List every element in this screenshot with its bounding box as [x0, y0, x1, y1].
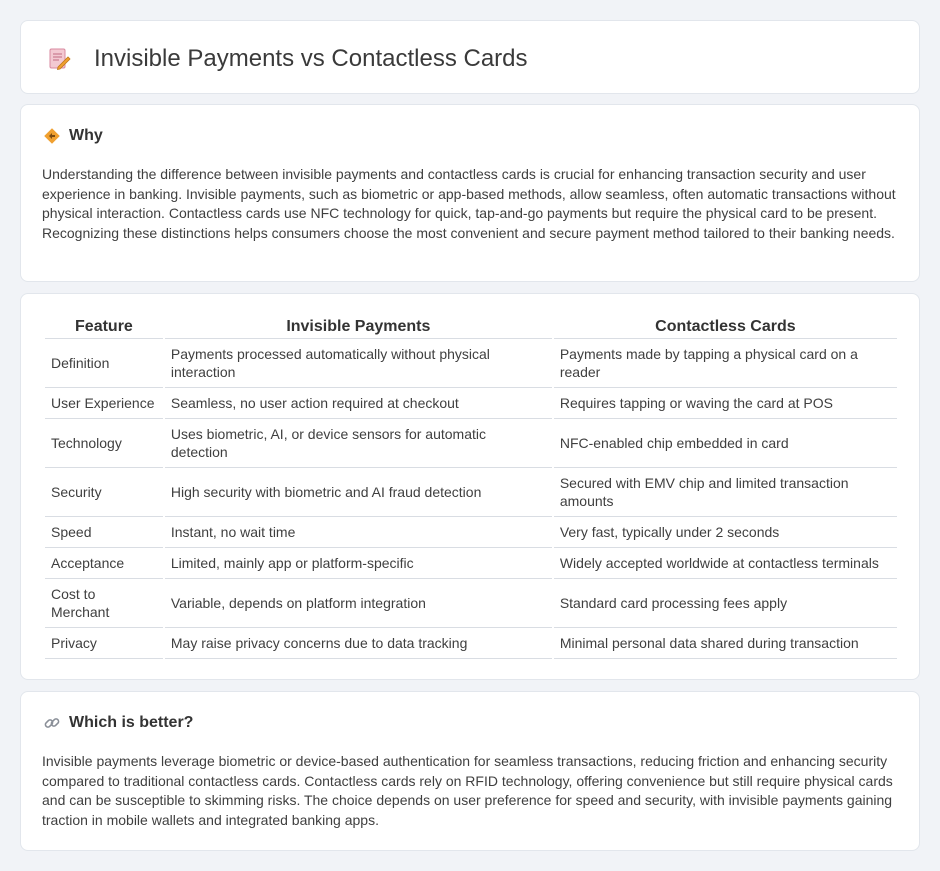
- column-header-invisible-payments: Invisible Payments: [165, 314, 552, 339]
- table-row: [45, 419, 897, 468]
- table-row: [45, 517, 897, 548]
- invisible-cell: Limited, mainly app or platform-specific: [165, 548, 552, 579]
- contactless-cell: Standard card processing fees apply: [554, 579, 897, 628]
- why-header: [43, 127, 103, 145]
- table-header-row: [45, 314, 897, 339]
- feature-cell: Cost to Merchant: [45, 579, 163, 628]
- title-row: [46, 45, 528, 73]
- invisible-cell: May raise privacy concerns due to data tracking: [165, 628, 552, 659]
- column-header-contactless-cards: Contactless Cards: [554, 314, 897, 339]
- table-row: [45, 579, 897, 628]
- link-icon: [43, 714, 61, 732]
- contactless-cell: Secured with EMV chip and limited transaction amounts: [554, 468, 897, 517]
- which-is-better-card: [20, 691, 920, 851]
- table-row: [45, 388, 897, 419]
- feature-cell: Speed: [45, 517, 163, 548]
- comparison-table: [43, 314, 899, 659]
- feature-cell: Acceptance: [45, 548, 163, 579]
- contactless-cell: NFC-enabled chip embedded in card: [554, 419, 897, 468]
- title-card: [20, 20, 920, 94]
- feature-cell: Security: [45, 468, 163, 517]
- invisible-cell: Uses biometric, AI, or device sensors for automatic detection: [165, 419, 552, 468]
- contactless-cell: Payments made by tapping a physical card on a reader: [554, 339, 897, 388]
- why-body: Understanding the difference between invisible payments and contactless cards is crucial for enhancing transaction security and user experience in banking. Invisible payments, such as biometric or app-based methods, allow seamless, often automatic transactions without physical interaction. Contactless cards use NFC technology for quick, tap-and-go payments but require the physical card to be present. Recognizing these distinctions helps consumers choose the most convenient and secure payment method tailored to their banking needs.: [42, 166, 896, 241]
- contactless-cell: Widely accepted worldwide at contactless terminals: [554, 548, 897, 579]
- feature-cell: Technology: [45, 419, 163, 468]
- contactless-cell: Requires tapping or waving the card at POS: [554, 388, 897, 419]
- why-card: [20, 104, 920, 282]
- feature-cell: Privacy: [45, 628, 163, 659]
- table-row: [45, 548, 897, 579]
- document-pen-icon: [46, 46, 72, 72]
- why-title: Why: [69, 127, 103, 144]
- better-header: [43, 714, 193, 732]
- contactless-cell: Minimal personal data shared during transaction: [554, 628, 897, 659]
- better-body: Invisible payments leverage biometric or device-based authentication for seamless transactions, reducing friction and enhancing security compared to traditional contactless cards. Contactless cards rely on RFID technology, offering convenience but still require physical cards and can be susceptible to skimming risks. The choice depends on user preference for speed and security, with invisible payments gaining traction in mobile wallets and integrated banking apps.: [42, 753, 893, 828]
- table-row: [45, 468, 897, 517]
- comparison-table-card: [20, 293, 920, 680]
- better-title: Which is better?: [69, 714, 194, 731]
- invisible-cell: Payments processed automatically without physical interaction: [165, 339, 552, 388]
- table-row: [45, 628, 897, 659]
- feature-cell: User Experience: [45, 388, 163, 419]
- invisible-cell: Instant, no wait time: [165, 517, 552, 548]
- contactless-cell: Very fast, typically under 2 seconds: [554, 517, 897, 548]
- invisible-cell: High security with biometric and AI fraud detection: [165, 468, 552, 517]
- column-header-feature: Feature: [45, 314, 163, 339]
- diamond-arrows-icon: [43, 127, 61, 145]
- page-title: Invisible Payments vs Contactless Cards: [94, 45, 528, 72]
- invisible-cell: Seamless, no user action required at checkout: [165, 388, 552, 419]
- invisible-cell: Variable, depends on platform integration: [165, 579, 552, 628]
- feature-cell: Definition: [45, 339, 163, 388]
- table-row: [45, 339, 897, 388]
